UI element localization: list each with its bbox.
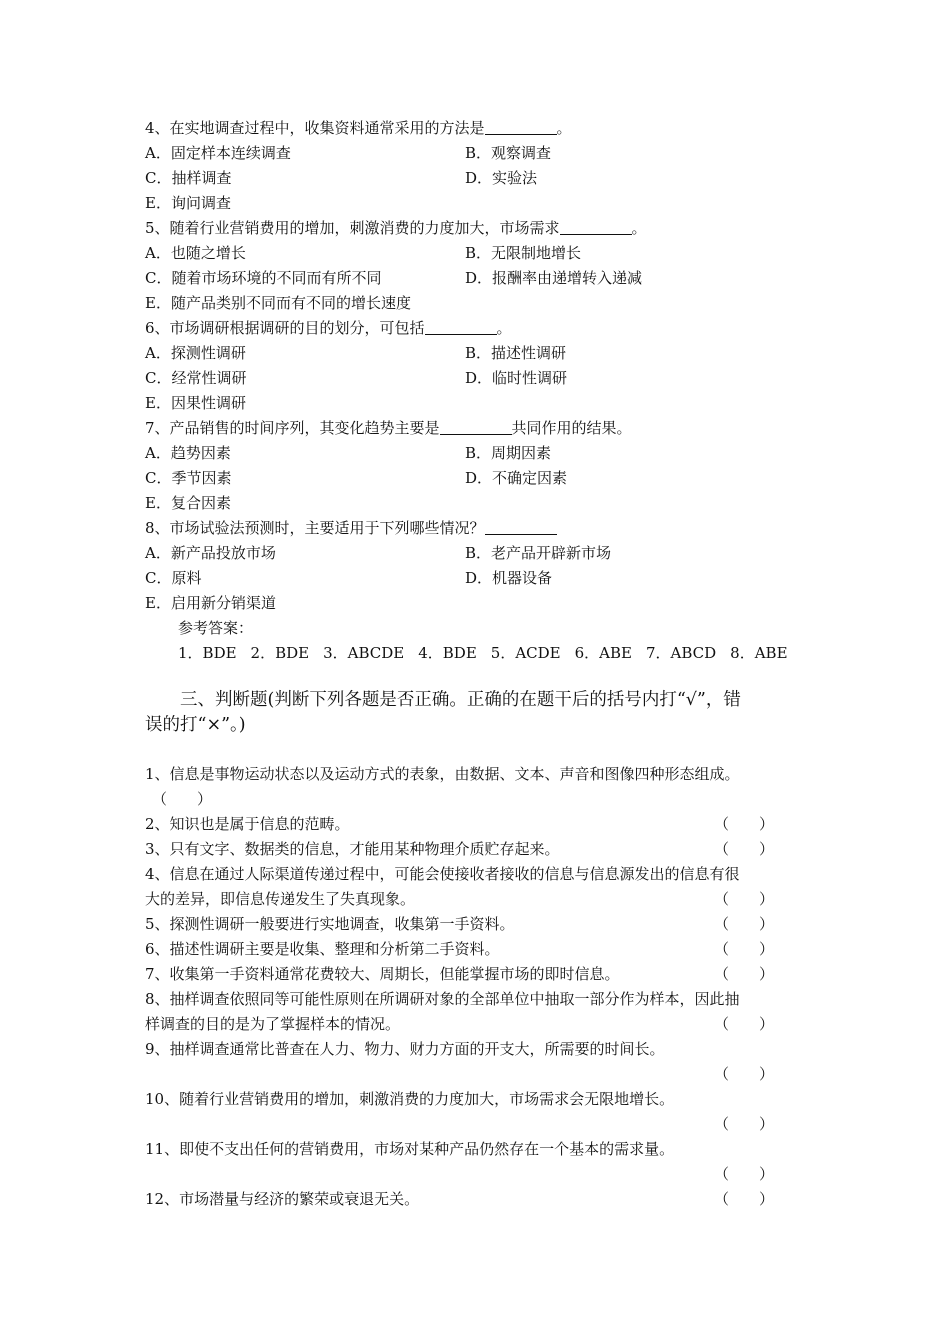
section-heading: 三、判断题(判断下列各题是否正确。正确的在题干后的括号内打“√”，错 bbox=[180, 690, 741, 710]
answer-blank bbox=[440, 419, 512, 435]
answer-item: 1．BDE bbox=[178, 644, 237, 662]
tf-paren: （ ） bbox=[152, 790, 213, 808]
question-6-options-row1 bbox=[145, 341, 567, 366]
tf-paren: （ ） bbox=[714, 915, 775, 933]
answer-blank bbox=[425, 319, 497, 335]
tf-paren: （ ） bbox=[714, 965, 775, 983]
question-8-options-row1 bbox=[145, 541, 612, 566]
question-5-stem: 5、随着行业营销费用的增加，刺激消费的力度加大，市场需求 。 bbox=[145, 219, 647, 237]
tf-paren: （ ） bbox=[714, 940, 775, 958]
question-7-stem: 7、产品销售的时间序列，其变化趋势主要是 共同作用的结果。 bbox=[145, 419, 632, 437]
question-6-options-row2 bbox=[145, 366, 568, 391]
question-4-options-row2 bbox=[145, 166, 538, 191]
question-5-options-row2 bbox=[145, 266, 643, 291]
answers-list bbox=[178, 641, 802, 666]
option-c: C．原料 bbox=[145, 569, 202, 587]
tf-item-11: 11、即使不支出任何的营销费用，市场对某种产品仍然存在一个基本的需求量。 bbox=[145, 1140, 675, 1158]
option-c: C．随着市场环境的不同而有所不同 bbox=[145, 269, 382, 287]
tf-paren: （ ） bbox=[714, 1115, 775, 1133]
option-a: A．趋势因素 bbox=[145, 444, 231, 462]
option-c: C．经常性调研 bbox=[145, 369, 247, 387]
question-7-options-row2 bbox=[145, 466, 568, 491]
answer-item: 2．BDE bbox=[250, 644, 310, 662]
answer-item: 7．ABCD bbox=[645, 644, 717, 662]
answer-blank bbox=[485, 519, 557, 535]
option-a: A．固定样本连续调查 bbox=[145, 144, 291, 162]
option-b: B．老产品开辟新市场 bbox=[465, 544, 612, 562]
tf-item-1: 1、信息是事物运动状态以及运动方式的表象，由数据、文本、声音和图像四种形态组成。 bbox=[145, 765, 740, 783]
option-a: A．新产品投放市场 bbox=[145, 544, 276, 562]
option-e: E．复合因素 bbox=[145, 494, 231, 512]
question-4-stem: 4、在实地调查过程中，收集资料通常采用的方法是 。 bbox=[145, 119, 572, 137]
tf-item-4-cont: 大的差异，即信息传递发生了失真现象。 bbox=[145, 890, 416, 908]
answer-blank bbox=[485, 119, 557, 135]
answer-item: 4．BDE bbox=[418, 644, 477, 662]
question-8-options-row2 bbox=[145, 566, 553, 591]
tf-paren: （ ） bbox=[714, 815, 775, 833]
option-d: D．不确定因素 bbox=[465, 469, 568, 487]
tf-item-5: 5、探测性调研一般要进行实地调查，收集第一手资料。 bbox=[145, 915, 515, 933]
question-5-options-row1 bbox=[145, 241, 582, 266]
answer-item: 6．ABE bbox=[574, 644, 632, 662]
option-b: B．描述性调研 bbox=[465, 344, 567, 362]
option-c: C．抽样调查 bbox=[145, 169, 232, 187]
section-heading-cont: 误的打“×”。) bbox=[145, 715, 246, 735]
question-4-options-row1 bbox=[145, 141, 552, 166]
option-d: D．实验法 bbox=[465, 169, 538, 187]
option-e: E．随产品类别不同而有不同的增长速度 bbox=[145, 294, 411, 312]
option-d: D．临时性调研 bbox=[465, 369, 568, 387]
option-a: A．也随之增长 bbox=[145, 244, 246, 262]
tf-item-9: 9、抽样调查通常比普查在人力、物力、财力方面的开支大，所需要的时间长。 bbox=[145, 1040, 665, 1058]
option-d: D．机器设备 bbox=[465, 569, 553, 587]
tf-item-12: 12、市场潜量与经济的繁荣或衰退无关。 bbox=[145, 1190, 420, 1208]
answer-item: 3．ABCDE bbox=[323, 644, 405, 662]
tf-paren: （ ） bbox=[714, 890, 775, 908]
option-c: C．季节因素 bbox=[145, 469, 232, 487]
option-b: B．观察调查 bbox=[465, 144, 552, 162]
answer-item: 5．ACDE bbox=[490, 644, 561, 662]
tf-item-6: 6、描述性调研主要是收集、整理和分析第二手资料。 bbox=[145, 940, 500, 958]
answers-title: 参考答案： bbox=[178, 619, 254, 637]
option-e: E．因果性调研 bbox=[145, 394, 246, 412]
answer-item: 8．ABE bbox=[730, 644, 788, 662]
question-6-stem: 6、市场调研根据调研的目的划分，可包括 。 bbox=[145, 319, 512, 337]
option-b: B．周期因素 bbox=[465, 444, 552, 462]
tf-item-7: 7、收集第一手资料通常花费较大、周期长，但能掌握市场的即时信息。 bbox=[145, 965, 620, 983]
tf-paren: （ ） bbox=[714, 1165, 775, 1183]
option-d: D．报酬率由递增转入递减 bbox=[465, 269, 643, 287]
question-7-options-row1 bbox=[145, 441, 552, 466]
option-e: E．询问调查 bbox=[145, 194, 231, 212]
tf-item-2: 2、知识也是属于信息的范畴。 bbox=[145, 815, 350, 833]
tf-paren: （ ） bbox=[714, 1065, 775, 1083]
tf-paren: （ ） bbox=[714, 840, 775, 858]
tf-paren: （ ） bbox=[714, 1190, 775, 1208]
option-a: A．探测性调研 bbox=[145, 344, 246, 362]
tf-item-8-cont: 样调查的目的是为了掌握样本的情况。 bbox=[145, 1015, 401, 1033]
question-8-stem: 8、市场试验法预测时，主要适用于下列哪些情况？ bbox=[145, 516, 557, 541]
tf-item-10: 10、随着行业营销费用的增加，刺激消费的力度加大，市场需求会无限地增长。 bbox=[145, 1090, 675, 1108]
tf-item-4: 4、信息在通过人际渠道传递过程中，可能会使接收者接收的信息与信息源发出的信息有很 bbox=[145, 865, 740, 883]
tf-item-3: 3、只有文字、数据类的信息，才能用某种物理介质贮存起来。 bbox=[145, 840, 560, 858]
option-e: E．启用新分销渠道 bbox=[145, 594, 276, 612]
tf-item-8: 8、抽样调查依照同等可能性原则在所调研对象的全部单位中抽取一部分作为样本，因此抽 bbox=[145, 990, 740, 1008]
tf-paren: （ ） bbox=[714, 1015, 775, 1033]
option-b: B．无限制地增长 bbox=[465, 244, 582, 262]
answer-blank bbox=[560, 219, 632, 235]
